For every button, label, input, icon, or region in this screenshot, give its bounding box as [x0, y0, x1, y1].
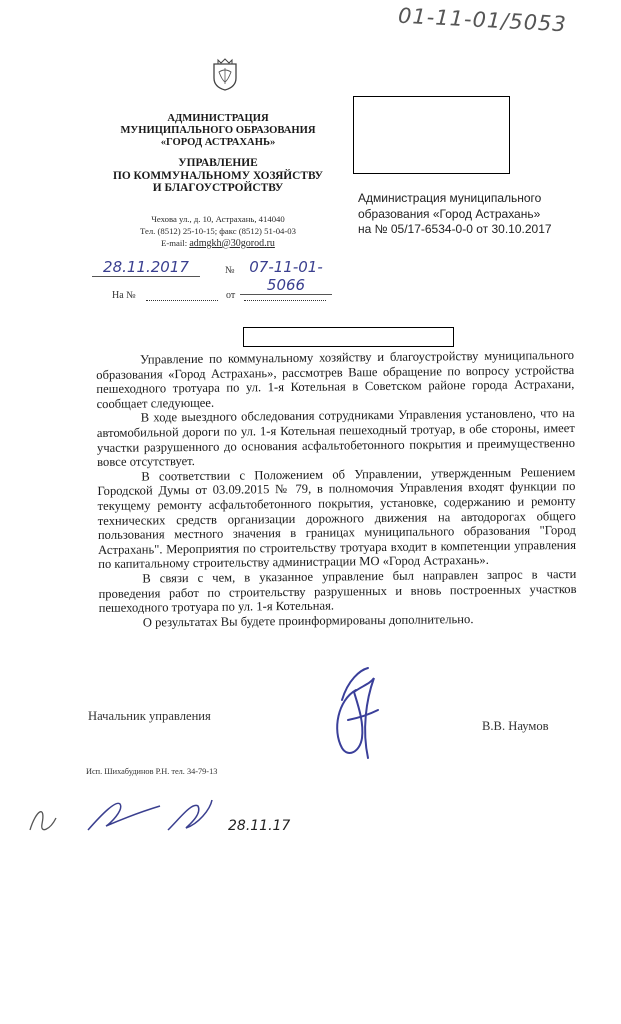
org-header-line: МУНИЦИПАЛЬНОГО ОБРАЗОВАНИЯ — [120, 125, 316, 136]
registration-stamp: 01-11-01/5053 — [397, 3, 568, 37]
ref-number-line — [146, 300, 218, 301]
department-line: И БЛАГОУСТРОЙСТВУ — [152, 182, 284, 194]
email-line — [100, 238, 336, 250]
visa-date: 28.11.17 — [228, 818, 291, 834]
body-paragraph: О результатах Вы будете проинформированы дополнительно. — [142, 611, 474, 630]
department-line: УПРАВЛЕНИЕ — [178, 157, 258, 169]
signatory-title: Начальник управления — [88, 709, 211, 723]
body-paragraph: Управление по коммунальному хозяйству и благоустройству муниципального образования «Город Астрахань», рассмотрев Ваше обращение по вопросу устройства пешеходного тротуара по ул. 1-я Котельная в Советском районе города Астрахани, сообщает следующее. — [96, 347, 575, 411]
outgoing-number: 07-11-01-5066 — [240, 258, 332, 295]
from-label: от — [226, 290, 236, 301]
email-label: E-mail: — [161, 237, 188, 248]
body-paragraph: В ходе выездного обследования сотрудниками Управления установлено, что на автомобильной дороги по ул. 1-я Котельная пешеходный тротуар, в обе стороны, имеет участки разрушенного до основания асфальтобетонного покрытия и преимущественно вовсе отсутствует. — [96, 406, 576, 470]
letter-body — [96, 348, 577, 630]
org-header-line: АДМИНИСТРАЦИЯ — [167, 113, 269, 124]
email-link[interactable]: admgkh@30gorod.ru — [189, 237, 275, 249]
addressee-reference — [358, 191, 578, 238]
ref-date-line — [244, 300, 326, 301]
addressee-line: образования «Город Астрахань» — [358, 206, 541, 221]
executor-info: Исп. Шихабудинов Р.Н. тел. 34-79-13 — [86, 767, 218, 776]
approval-visas-signatures — [20, 790, 230, 850]
phones: Тел. (8512) 25-10-15; факс (8512) 51-04-03 — [140, 225, 296, 236]
addressee-line: на № 05/17-6534-0-0 от 30.10.2017 — [358, 222, 552, 236]
contacts-block — [100, 214, 336, 249]
address: Чехова ул., д. 10, Астрахань, 414040 — [151, 214, 285, 224]
addressee-line: Администрация муниципального — [358, 191, 542, 205]
number-label: № — [225, 265, 235, 276]
ref-label: На № — [112, 290, 136, 301]
org-header-line: «ГОРОД АСТРАХАНЬ» — [160, 137, 276, 148]
department-line: ПО КОММУНАЛЬНОМУ ХОЗЯЙСТВУ — [112, 169, 324, 182]
body-paragraph: В связи с чем, в указанное управление был направлен запрос в части проведения работ по строительству разрушенных и вновь построенных участков пешеходного тротуара по ул. 1-я Котельная. — [98, 566, 577, 616]
handwritten-signature — [318, 660, 388, 770]
signatory-name: В.В. Наумов — [482, 719, 549, 733]
outgoing-date: 28.11.2017 — [92, 258, 200, 277]
department-header — [100, 157, 336, 195]
redacted-addressee-box — [353, 96, 510, 174]
body-paragraph: В соответствии с Положением об Управлении, утвержденным Решением Городской Думы от 03.09.2015 № 79, в полномочия Управления входят функции по текущему ремонту асфальтобетонного покрытия, установке, содержанию и ремонту технических средств организации дорожного движения на автодорогах общего пользования местного значения в границах муниципального образования "Город Астрахань". Мероприятия по строительству тротуара входит в компетенции управления по капитальному строительству администрации МО «Город Астрахань». — [97, 464, 577, 572]
coat-of-arms-icon — [210, 58, 240, 92]
redacted-salutation-box — [243, 327, 454, 347]
org-header — [100, 113, 336, 149]
